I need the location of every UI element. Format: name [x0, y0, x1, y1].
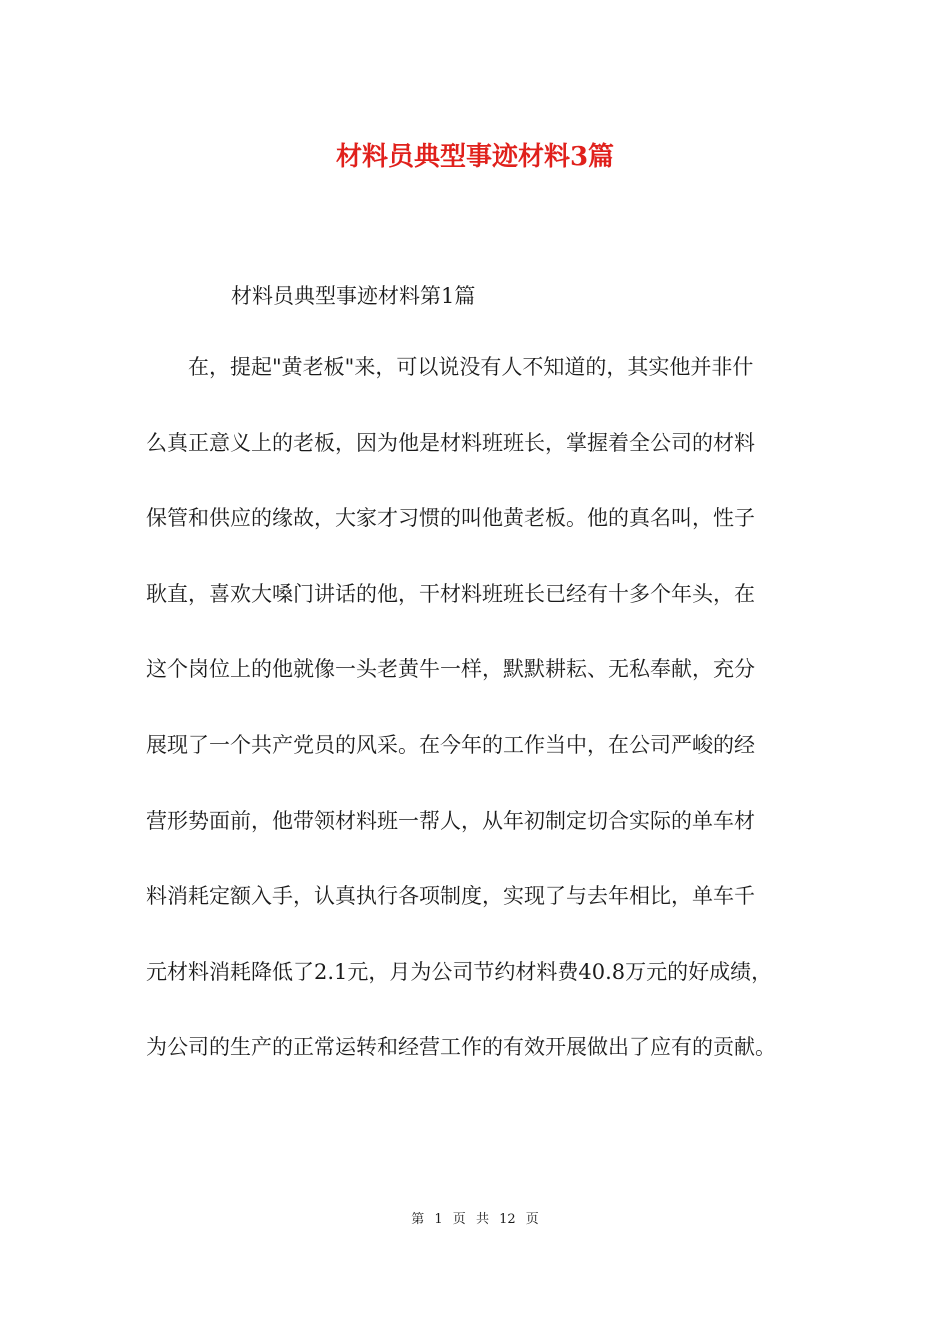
body-line: 在，提起"黄老板"来，可以说没有人不知道的，其实他并非什 [188, 355, 754, 379]
body-line: 这个岗位上的他就像一头老黄牛一样，默默耕耘、无私奉献，充分 [146, 657, 755, 682]
footer-page-word: 第 [411, 1212, 425, 1227]
body-line: 为公司的生产的正常运转和经营工作的有效开展做出了应有的贡献。 [146, 1035, 776, 1060]
body-paragraph [146, 352, 826, 1108]
page-footer [0, 1208, 950, 1227]
footer-total-word: 共 [475, 1212, 489, 1227]
footer-total-pages: 12 [499, 1212, 516, 1227]
section-heading: 材料员典型事迹材料第1篇 [231, 284, 476, 308]
body-line: 元材料消耗降低了2.1元，月为公司节约材料费40.8万元的好成绩， [146, 959, 773, 984]
body-line: 么真正意义上的老板，因为他是材料班班长，掌握着全公司的材料 [146, 430, 755, 455]
footer-total-unit: 页 [525, 1212, 539, 1227]
body-line: 营形势面前，他带领材料班一帮人，从年初制定切合实际的单车材 [146, 808, 755, 833]
body-line: 展现了一个共产党员的风采。在今年的工作当中，在公司严峻的经 [146, 732, 755, 757]
footer-page-number: 1 [434, 1212, 443, 1227]
body-line: 料消耗定额入手，认真执行各项制度，实现了与去年相比，单车千 [146, 884, 755, 909]
footer-page-unit: 页 [452, 1212, 466, 1227]
body-line: 保管和供应的缘故，大家才习惯的叫他黄老板。他的真名叫，性子 [146, 506, 755, 531]
body-line: 耿直，喜欢大嗓门讲话的他，干材料班班长已经有十多个年头，在 [146, 581, 755, 606]
document-title: 材料员典型事迹材料3篇 [335, 142, 615, 172]
